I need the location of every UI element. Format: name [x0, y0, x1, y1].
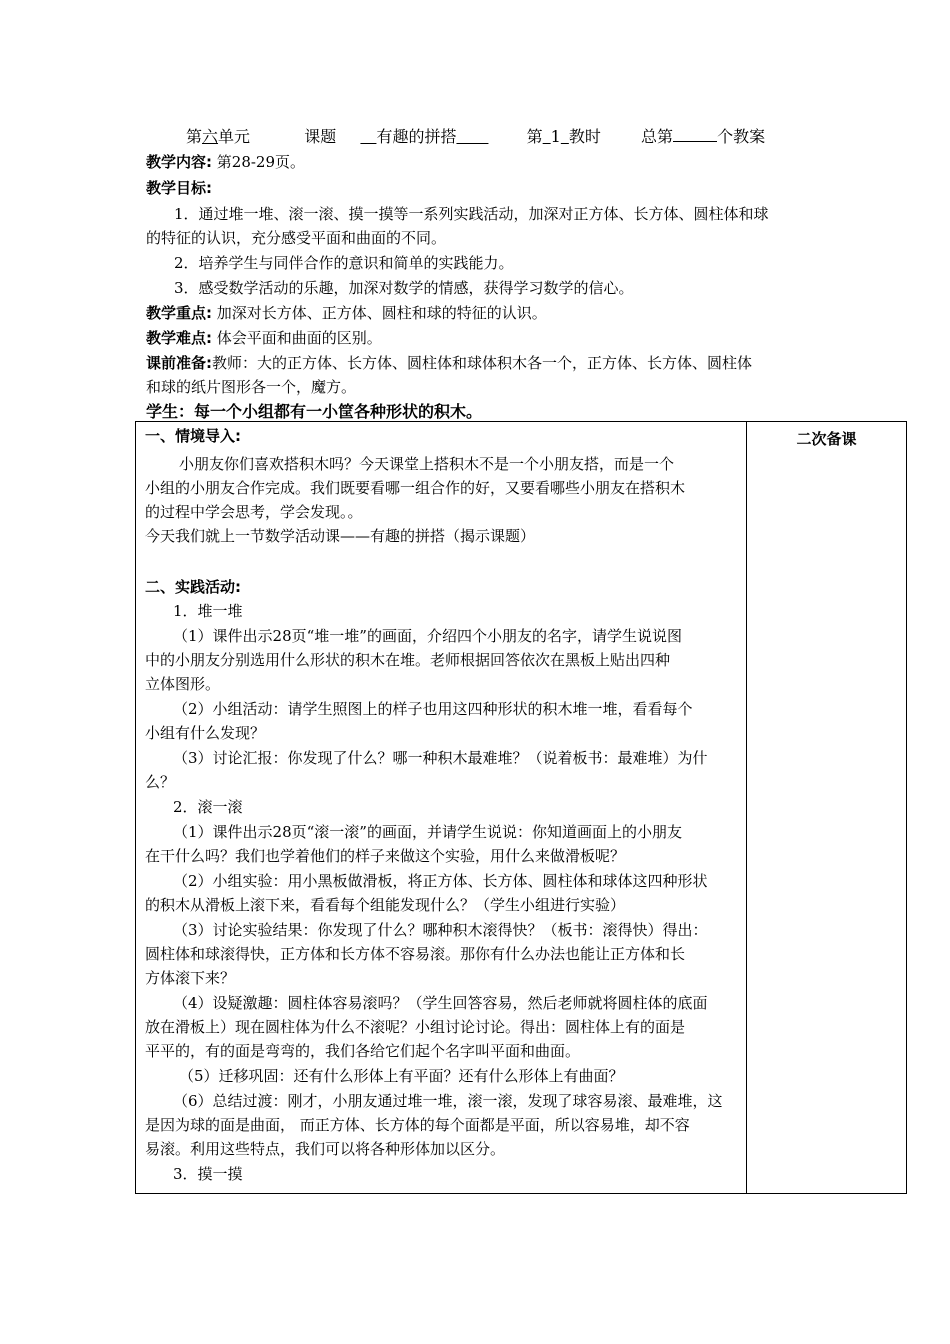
period-number: 1: [550, 127, 561, 146]
content-text: 第28-29页。: [216, 153, 306, 171]
text-line: 的积木从滑板上滚下来，看看每个组能发现什么？（学生小组进行实验）: [145, 896, 626, 914]
text-line: （6）总结过渡：刚才，小朋友通过堆一堆，滚一滚，发现了球容易滚、最难堆，这: [173, 1092, 723, 1110]
lesson-header: [186, 124, 826, 150]
second-prep-title: 二次备课: [796, 430, 857, 448]
goal-3: 3．感受数学活动的乐趣，加深对数学的情感，获得学习数学的信心。: [174, 279, 634, 297]
content-label: 教学内容:: [146, 153, 212, 171]
text-line: 放在滑板上）现在圆柱体为什么不滚呢？小组讨论讨论。得出：圆柱体上有的面是: [145, 1018, 686, 1036]
prep-line: [146, 351, 826, 375]
text-line: 小组有什么发现？: [145, 724, 266, 742]
unit-number: 六: [202, 127, 219, 146]
period-suffix: 教时: [568, 127, 601, 146]
total-suffix: 个教案: [717, 127, 766, 146]
key-point-line: [146, 301, 826, 325]
text-line: 平平的，有的面是弯弯的，我们各给它们起个名字叫平面和曲面。: [145, 1042, 581, 1060]
difficulty-line: [146, 326, 826, 350]
lesson-topic: 有趣的拼搭: [376, 127, 457, 146]
prep-text-1: 教师：大的正方体、长方体、圆柱体和球体积木各一个，正方体、长方体、圆柱体: [212, 354, 753, 372]
text-line: 方体滚下来？: [145, 969, 236, 987]
unit-prefix: 第: [186, 127, 203, 146]
text-line: （2）小组活动：请学生照图上的样子也用这四种形状的积木堆一堆，看看每个: [173, 700, 693, 718]
text-line: （5）迁移巩固：还有什么形体上有平面？还有什么形体上有曲面？: [179, 1067, 624, 1085]
subheading-stack: 1．堆一堆: [173, 602, 243, 620]
text-line: （3）讨论实验结果：你发现了什么？哪种积木滚得快？（板书：滚得快）得出：: [173, 921, 708, 939]
goals-label: 教学目标:: [146, 179, 212, 197]
text-line: （2）小组实验：用小黑板做滑板，将正方体、长方体、圆柱体和球体这四种形状: [173, 872, 708, 890]
text-line: 今天我们就上一节数学活动课——有趣的拼搭（揭示课题）: [145, 527, 536, 545]
section-2-heading: 二、实践活动:: [145, 578, 241, 596]
section-1-heading: 一、情境导入:: [145, 427, 241, 445]
text-line: 易滚。利用这些特点，我们可以将各种形体加以区分。: [145, 1140, 506, 1158]
prep-line-2: 和球的纸片图形各一个，魔方。: [146, 378, 357, 396]
student-prep: 学生：每一个小组都有一小筐各种形状的积木。: [146, 402, 483, 421]
goal-1-line-1: 1．通过堆一堆、滚一滚、摸一摸等一系列实践活动，加深对正方体、长方体、圆柱体和球: [174, 205, 769, 223]
text-line: 立体图形。: [145, 675, 221, 693]
subheading-touch: 3．摸一摸: [173, 1165, 243, 1183]
text-line: （3）讨论汇报：你发现了什么？哪一种积木最难堆？（说着板书：最难堆）为什: [173, 749, 708, 767]
text-line: 么？: [145, 773, 176, 791]
text-line: 的过程中学会思考，学会发现。。: [145, 503, 363, 521]
prep-label: 课前准备:: [146, 354, 212, 372]
key-point-label: 教学重点:: [146, 304, 212, 322]
text-line: （1）课件出示28页“堆一堆”的画面，介绍四个小朋友的名字，请学生说说图: [173, 627, 682, 645]
text-line: 圆柱体和球滚得快，正方体和长方体不容易滚。那你有什么办法也能让正方体和长: [145, 945, 686, 963]
second-prep-cell: [747, 422, 907, 1194]
difficulty-label: 教学难点:: [146, 329, 212, 347]
total-prefix: 总第: [641, 127, 674, 146]
text-line: （1）课件出示28页“滚一滚”的画面，并请学生说说：你知道画面上的小朋友: [173, 823, 682, 841]
text-line: 在干什么吗？我们也学着他们的样子来做这个实验，用什么来做滑板呢？: [145, 847, 626, 865]
text-line: 小朋友你们喜欢搭积木吗？今天课堂上搭积木不是一个小朋友搭，而是一个: [179, 455, 675, 473]
subheading-roll: 2．滚一滚: [173, 798, 243, 816]
total-blank: [673, 125, 717, 142]
text-line: 是因为球的面是曲面， 而正方体、长方体的每个面都是平面，所以容易堆，却不容: [145, 1116, 690, 1134]
topic-label: 课题: [304, 127, 337, 146]
goal-1-line-2: 的特征的认识，充分感受平面和曲面的不同。: [146, 229, 447, 247]
content-line: [146, 150, 826, 174]
goal-2: 2．培养学生与同伴合作的意识和简单的实践能力。: [174, 254, 514, 272]
text-line: 小组的小朋友合作完成。我们既要看哪一组合作的好，又要看哪些小朋友在搭积木: [145, 479, 686, 497]
text-line: （4）设疑激趣：圆柱体容易滚吗？（学生回答容易，然后老师就将圆柱体的底面: [173, 994, 708, 1012]
lesson-process-cell: [136, 422, 747, 1194]
text-line: 中的小朋友分别选用什么形状的积木在堆。老师根据回答依次在黑板上贴出四种: [145, 651, 671, 669]
difficulty-text: 体会平面和曲面的区别。: [216, 329, 382, 347]
unit-suffix: 单元: [218, 127, 251, 146]
lesson-table: [135, 421, 907, 1194]
period-prefix: 第: [526, 127, 543, 146]
key-point-text: 加深对长方体、正方体、圆柱和球的特征的认识。: [216, 304, 547, 322]
